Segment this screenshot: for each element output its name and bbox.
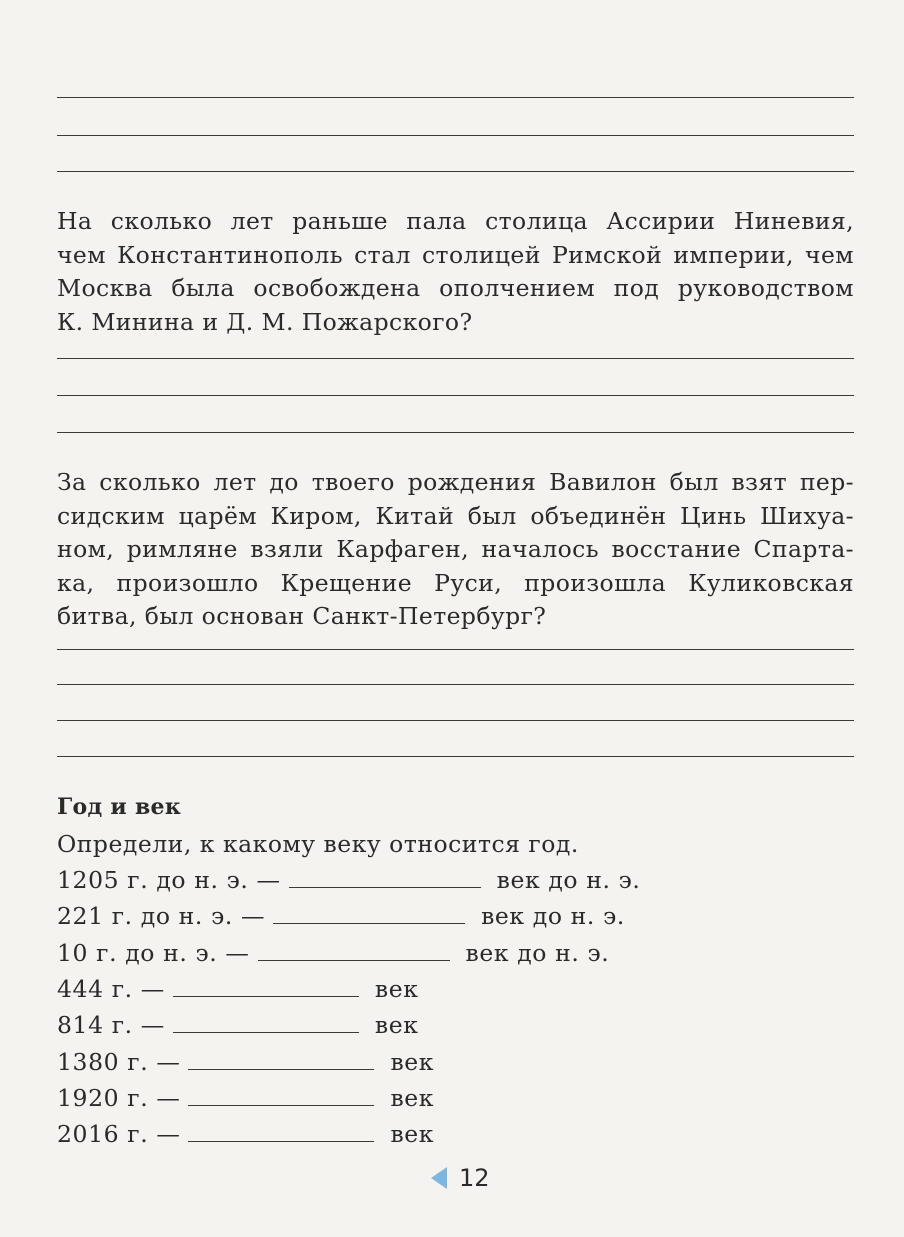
century-blank[interactable] — [188, 1105, 374, 1106]
question-1-line: К. Минина и Д. М. Пожарского? — [57, 307, 473, 336]
century-suffix: век — [390, 1084, 435, 1112]
century-suffix: век до н. э. — [496, 866, 641, 894]
century-suffix: век — [390, 1120, 435, 1148]
year-row — [57, 975, 419, 1009]
section-heading: Год и век — [57, 794, 182, 820]
century-blank[interactable] — [188, 1141, 374, 1142]
century-suffix: век — [390, 1048, 435, 1076]
year-label: 1920 г. — — [57, 1084, 181, 1112]
century-blank[interactable] — [289, 887, 481, 888]
century-suffix: век — [374, 1011, 419, 1039]
answer-line[interactable] — [57, 358, 854, 359]
answer-line[interactable] — [57, 97, 854, 98]
year-row — [57, 902, 625, 936]
year-label: 2016 г. — — [57, 1120, 181, 1148]
century-blank[interactable] — [173, 1032, 359, 1033]
answer-line[interactable] — [57, 756, 854, 757]
question-2-line: ном, римляне взяли Карфаген, началось восстание Спарта- — [57, 535, 854, 563]
year-row — [57, 1048, 434, 1082]
century-suffix: век до н. э. — [465, 939, 610, 967]
year-row — [57, 1011, 419, 1045]
answer-line[interactable] — [57, 432, 854, 433]
year-row — [57, 1120, 434, 1154]
answer-line[interactable] — [57, 720, 854, 721]
question-2-line: битва, был основан Санкт-Петербург? — [57, 602, 547, 630]
century-blank[interactable] — [258, 960, 450, 961]
year-row — [57, 866, 640, 900]
question-2-line: сидским царём Киром, Китай был объединён Цинь Шихуа- — [57, 501, 854, 530]
year-label: 1380 г. — — [57, 1048, 181, 1076]
question-1-line: Москва была освобождена ополчением под руководством — [57, 274, 854, 302]
year-label: 1205 г. до н. э. — — [57, 866, 281, 894]
year-row — [57, 1084, 434, 1118]
century-suffix: век — [374, 975, 419, 1003]
year-label: 444 г. — — [57, 975, 165, 1003]
question-1-line: чем Константинополь стал столицей Римской империи, чем — [57, 240, 854, 269]
year-label: 814 г. — — [57, 1011, 165, 1039]
question-2-line: За сколько лет до твоего рождения Вавилон был взят пер- — [57, 468, 854, 496]
question-2-line: ка, произошло Крещение Руси, произошла Куликовская — [57, 568, 854, 597]
question-2 — [57, 466, 854, 634]
answer-line[interactable] — [57, 135, 854, 136]
page-number-text: 12 — [459, 1164, 490, 1192]
question-1-line: На сколько лет раньше пала столица Ассирии Ниневия, — [57, 207, 854, 235]
year-label: 221 г. до н. э. — — [57, 902, 266, 930]
answer-line[interactable] — [57, 395, 854, 396]
century-suffix: век до н. э. — [481, 902, 625, 930]
answer-line[interactable] — [57, 171, 854, 172]
section-intro: Определи, к какому веку относится год. — [57, 830, 579, 858]
century-blank[interactable] — [273, 923, 465, 924]
question-1 — [57, 205, 854, 339]
century-blank[interactable] — [188, 1069, 374, 1070]
page-number — [431, 1164, 490, 1192]
answer-line[interactable] — [57, 684, 854, 685]
year-row — [57, 939, 609, 973]
triangle-left-icon — [431, 1167, 447, 1189]
century-blank[interactable] — [173, 996, 359, 997]
answer-line[interactable] — [57, 649, 854, 650]
year-label: 10 г. до н. э. — — [57, 939, 250, 967]
